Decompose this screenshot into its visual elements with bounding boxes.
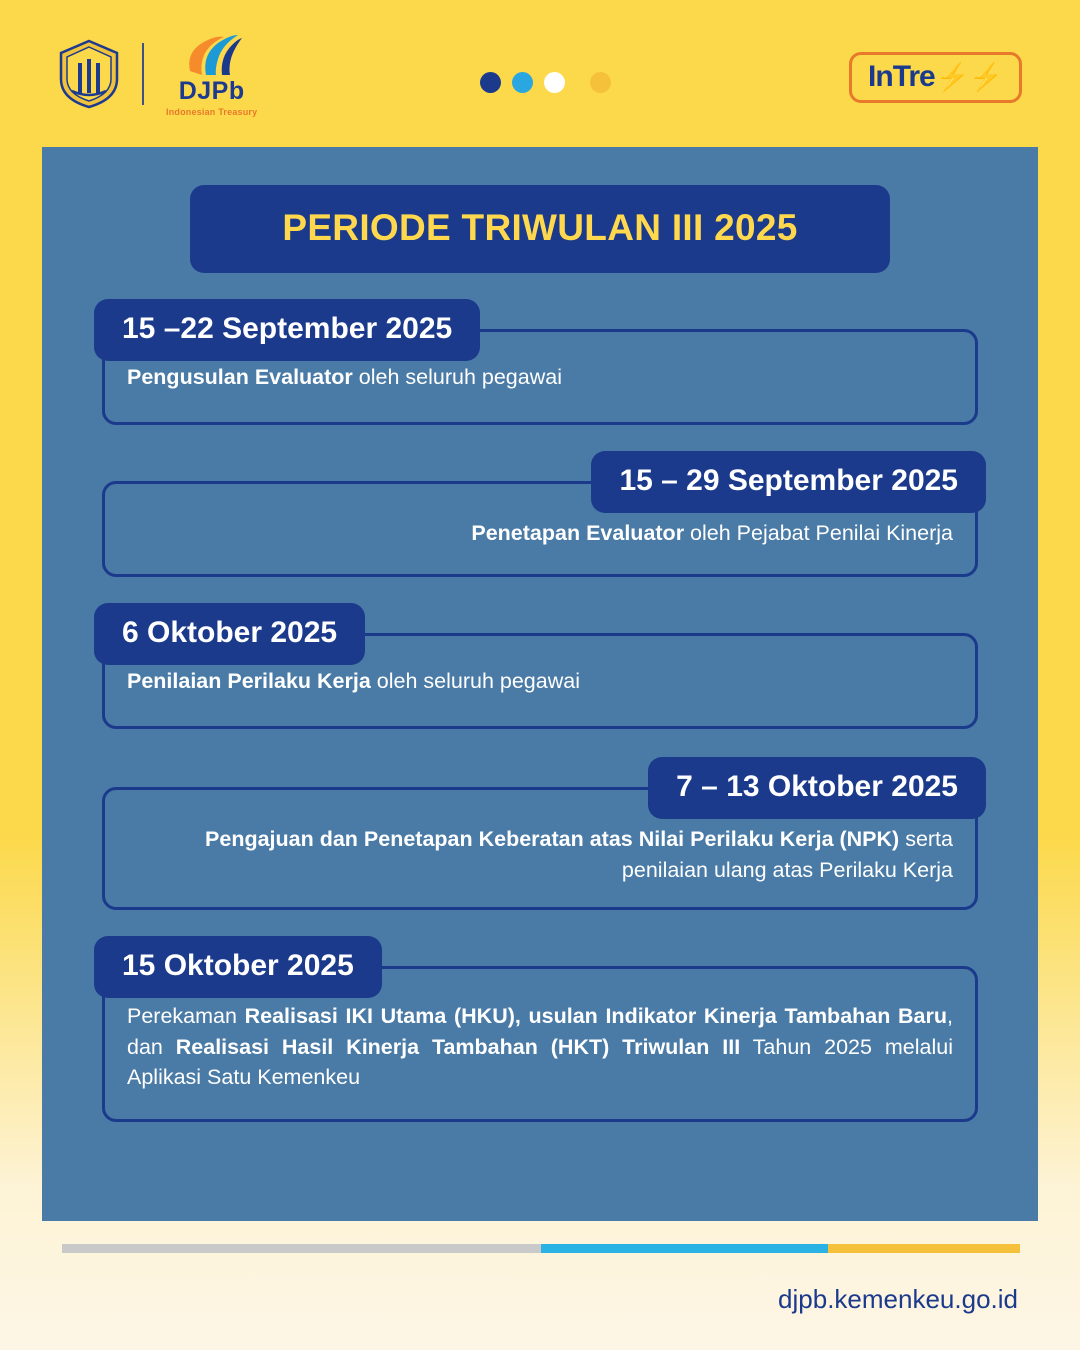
footer-bar-gold xyxy=(828,1244,1020,1253)
timeline-item xyxy=(102,949,978,1122)
header xyxy=(0,0,1080,148)
page-title-text: PERIODE TRIWULAN III 2025 xyxy=(282,207,798,248)
djpb-logo xyxy=(166,31,257,117)
timeline-description: Penilaian Perilaku Kerja oleh seluruh pegawai xyxy=(102,633,978,729)
timeline-description: Perekaman Realisasi IKI Utama (HKU), usulan Indikator Kinerja Tambahan Baru, dan Realisasi Hasil Kinerja Tambahan (HKT) Triwulan III Tahun 2025 melalui Aplikasi Satu Kemenkeu xyxy=(102,966,978,1122)
dot-decoration xyxy=(480,72,611,93)
logo-group xyxy=(58,31,257,117)
timeline-list xyxy=(42,273,1038,1122)
dot-white xyxy=(544,72,565,93)
website-url[interactable]: djpb.kemenkeu.go.id xyxy=(778,1284,1018,1314)
djpb-name: DJPb xyxy=(178,77,245,105)
timeline-item xyxy=(102,464,978,577)
footer-color-bar xyxy=(62,1244,1020,1253)
logo-divider xyxy=(142,43,144,105)
content-panel xyxy=(42,147,1038,1221)
intress-label: InTre xyxy=(868,60,935,93)
timeline-date: 15 – 29 September 2025 xyxy=(591,451,986,513)
footer-bar-gray xyxy=(62,1244,541,1253)
timeline-description: Penetapan Evaluator oleh Pejabat Penilai Kinerja xyxy=(102,481,978,577)
footer-bar-cyan xyxy=(541,1244,828,1253)
intress-badge xyxy=(849,52,1022,103)
timeline-date: 6 Oktober 2025 xyxy=(94,603,365,665)
timeline-item xyxy=(102,770,978,910)
bolt-icon: ⚡⚡ xyxy=(935,61,1003,92)
timeline-description: Pengajuan dan Penetapan Keberatan atas Nilai Perilaku Kerja (NPK) serta penilaian ulang atas Perilaku Kerja xyxy=(102,787,978,910)
timeline-date: 7 – 13 Oktober 2025 xyxy=(648,757,986,819)
kemenkeu-logo-icon xyxy=(58,39,120,109)
dot-gold xyxy=(590,72,611,93)
dot-cyan xyxy=(512,72,533,93)
timeline-date: 15 Oktober 2025 xyxy=(94,936,382,998)
page-title xyxy=(190,185,890,273)
timeline-item xyxy=(102,312,978,425)
timeline-item xyxy=(102,616,978,729)
djpb-tagline: Indonesian Treasury xyxy=(166,107,258,117)
dot-navy xyxy=(480,72,501,93)
timeline-date: 15 –22 September 2025 xyxy=(94,299,480,361)
timeline-description: Pengusulan Evaluator oleh seluruh pegawai xyxy=(102,329,978,425)
djpb-swoosh-icon xyxy=(180,31,244,77)
